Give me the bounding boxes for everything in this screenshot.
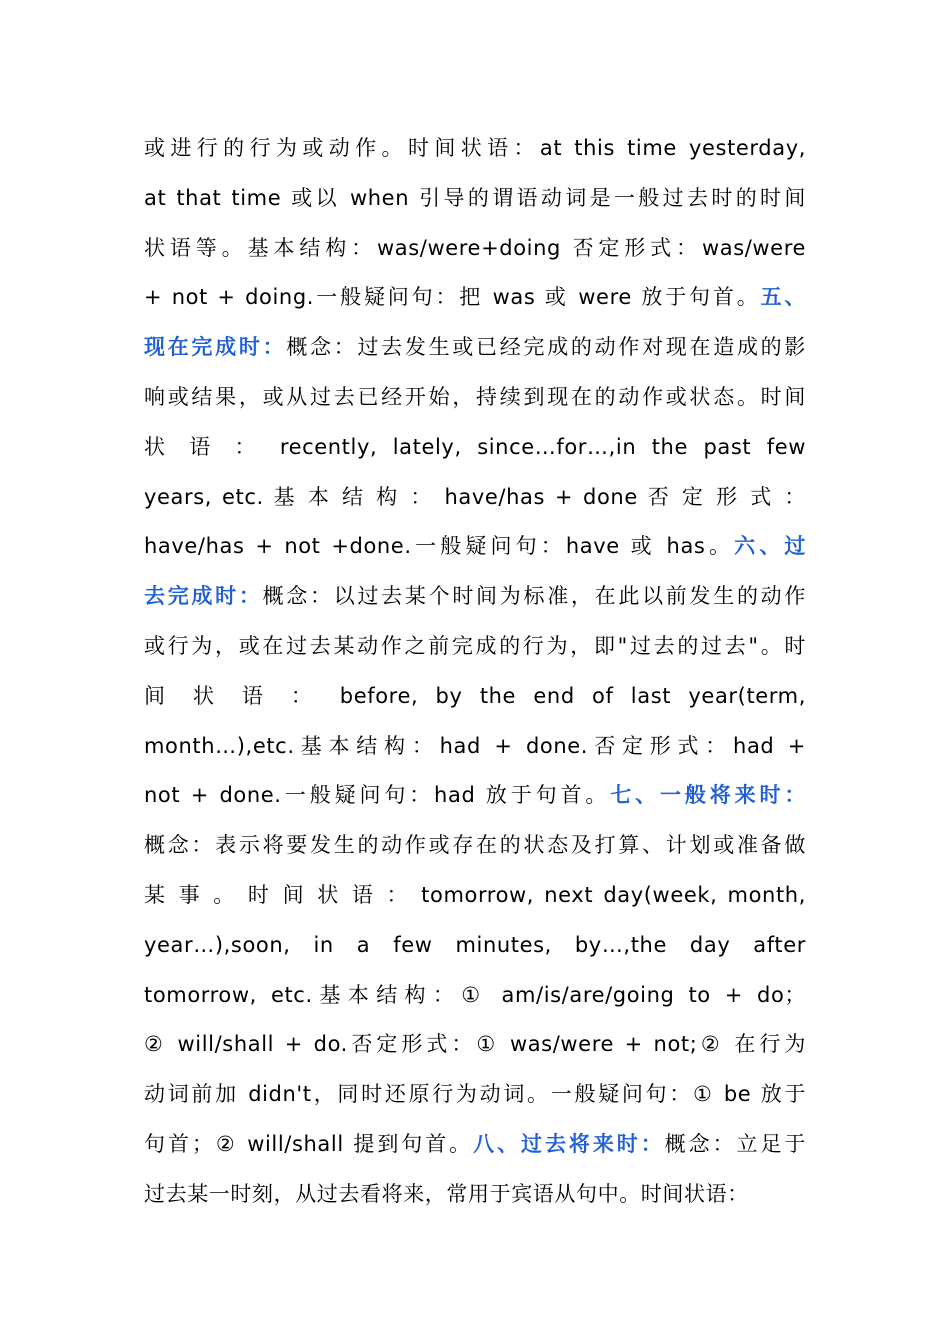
- text-line: [144, 871, 806, 921]
- body-text-segment: year…),soon, in a few minutes, by…,the day after: [144, 932, 806, 957]
- body-text-segment: 句首；② will/shall 提到句首。: [144, 1131, 474, 1156]
- body-text-segment: + not + doing.一般疑问句：把 was 或 were 放于句首。: [144, 285, 761, 310]
- text-line: [144, 722, 806, 772]
- section-heading: 六、过: [734, 534, 806, 559]
- text-line: [144, 622, 806, 672]
- body-text-segment: at that time 或以 when 引导的谓语动词是一般过去时的时间: [144, 185, 806, 210]
- body-text-segment: ② will/shall + do.否定形式：① was/were + not;② 在行为: [144, 1032, 806, 1057]
- body-text-segment: not + done.一般疑问句：had 放于句首。: [144, 783, 611, 808]
- section-heading: 现在完成时：: [144, 335, 287, 360]
- text-line: [144, 124, 806, 174]
- text-line: [144, 1070, 806, 1120]
- text-line: [144, 572, 806, 622]
- body-text-segment: 概念：以过去某个时间为标准，在此以前发生的动作: [262, 584, 806, 609]
- section-heading: 七、一般将来时：: [610, 783, 806, 808]
- body-text-segment: 响或结果，或从过去已经开始，持续到现在的动作或状态。时间: [144, 384, 806, 409]
- text-line: [144, 821, 806, 871]
- section-heading: 五、: [760, 285, 806, 310]
- text-line: [144, 224, 806, 274]
- section-heading: 八、过去将来时：: [473, 1131, 665, 1156]
- body-text-segment: 概念：过去发生或已经完成的动作对现在造成的影: [286, 335, 806, 360]
- body-text-segment: month…),etc.基本结构：had + done.否定形式：had +: [144, 733, 806, 758]
- text-line: [144, 323, 806, 373]
- body-text-segment: tomorrow, etc.基本结构：① am/is/are/going to + do；: [144, 982, 806, 1007]
- body-text-segment: 过去某一时刻，从过去看将来，常用于宾语从句中。时间状语：: [144, 1181, 749, 1206]
- document-body-text: [144, 124, 806, 1220]
- text-line: [144, 174, 806, 224]
- text-line: [144, 971, 806, 1021]
- body-text-segment: 间 状 语 ： before, by the end of last year(term,: [144, 683, 806, 708]
- body-text-segment: 某 事 。 时 间 状 语 ： tomorrow, next day(week, month,: [144, 882, 806, 907]
- body-text-segment: years, etc. 基 本 结 构 ： have/has + done 否 定 形 式 ：: [144, 484, 806, 509]
- text-line: [144, 1020, 806, 1070]
- body-text-segment: 或行为，或在过去某动作之前完成的行为，即"过去的过去"。时: [144, 633, 806, 658]
- section-heading: 去完成时：: [144, 584, 263, 609]
- body-text-segment: have/has + not +done.一般疑问句：have 或 has。: [144, 534, 735, 559]
- text-line: [144, 672, 806, 722]
- text-line: [144, 1170, 806, 1220]
- text-line: [144, 273, 806, 323]
- text-line: [144, 1120, 806, 1170]
- body-text-segment: 状语等。基本结构：was/were+doing 否定形式：was/were: [144, 235, 806, 260]
- text-line: [144, 473, 806, 523]
- text-line: [144, 423, 806, 473]
- text-line: [144, 921, 806, 971]
- body-text-segment: 状 语 ： recently, lately, since…for…,in the past few: [144, 434, 806, 459]
- body-text-segment: 概念：表示将要发生的动作或存在的状态及打算、计划或准备做: [144, 833, 806, 858]
- text-line: [144, 771, 806, 821]
- body-text-segment: 概念：立足于: [664, 1131, 806, 1156]
- body-text-segment: 动词前加 didn't，同时还原行为动词。一般疑问句：① be 放于: [144, 1082, 806, 1107]
- body-text-segment: 或进行的行为或动作。时间状语：at this time yesterday,: [144, 136, 806, 160]
- text-line: [144, 522, 806, 572]
- text-line: [144, 373, 806, 423]
